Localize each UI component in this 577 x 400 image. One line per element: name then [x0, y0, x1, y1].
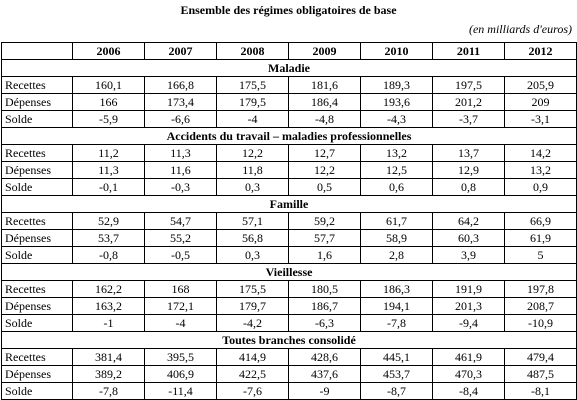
value-cell: 406,9 — [145, 366, 217, 383]
value-cell: 201,2 — [433, 94, 505, 111]
row-label: Recettes — [2, 349, 73, 366]
table-row — [2, 145, 577, 162]
year-header: 2009 — [289, 43, 361, 60]
row-label: Dépenses — [2, 94, 73, 111]
value-cell: 58,9 — [361, 230, 433, 247]
section-header-row — [2, 128, 577, 145]
table-row — [2, 94, 577, 111]
unit-note: (en milliards d'euros) — [468, 22, 572, 36]
value-cell: 59,2 — [289, 213, 361, 230]
value-cell: 197,8 — [505, 281, 577, 298]
table-row — [2, 349, 577, 366]
value-cell: 186,7 — [289, 298, 361, 315]
value-cell: 12,5 — [361, 162, 433, 179]
section-title: Toutes branches consolidé — [2, 332, 577, 349]
section-header-row — [2, 60, 577, 77]
row-label: Recettes — [2, 281, 73, 298]
value-cell: -3,7 — [433, 111, 505, 128]
row-label: Solde — [2, 179, 73, 196]
section-title: Maladie — [2, 60, 577, 77]
value-cell: -0,3 — [145, 179, 217, 196]
value-cell: 179,5 — [217, 94, 289, 111]
value-cell: -4 — [217, 111, 289, 128]
value-cell: 180,5 — [289, 281, 361, 298]
value-cell: 12,7 — [289, 145, 361, 162]
value-cell: 162,2 — [73, 281, 145, 298]
value-cell: -1 — [73, 315, 145, 332]
value-cell: 2,8 — [361, 247, 433, 264]
row-label: Dépenses — [2, 298, 73, 315]
value-cell: 5 — [505, 247, 577, 264]
year-header: 2010 — [361, 43, 433, 60]
value-cell: 160,1 — [73, 77, 145, 94]
section-header-row — [2, 264, 577, 281]
value-cell: -0,1 — [73, 179, 145, 196]
year-header: 2008 — [217, 43, 289, 60]
value-cell: 56,8 — [217, 230, 289, 247]
value-cell: 166 — [73, 94, 145, 111]
value-cell: 453,7 — [361, 366, 433, 383]
table-row — [2, 315, 577, 332]
value-cell: 60,3 — [433, 230, 505, 247]
page-title: Ensemble des régimes obligatoires de base — [180, 3, 397, 17]
value-cell: 445,1 — [361, 349, 433, 366]
value-cell: 52,9 — [73, 213, 145, 230]
table-row — [2, 366, 577, 383]
header-row — [2, 43, 577, 60]
value-cell: 3,9 — [433, 247, 505, 264]
row-label: Dépenses — [2, 162, 73, 179]
value-cell: 11,6 — [145, 162, 217, 179]
value-cell: 13,2 — [361, 145, 433, 162]
value-cell: 175,5 — [217, 281, 289, 298]
value-cell: 55,2 — [145, 230, 217, 247]
value-cell: 163,2 — [73, 298, 145, 315]
table-row — [2, 230, 577, 247]
row-label: Solde — [2, 315, 73, 332]
value-cell: 0,8 — [433, 179, 505, 196]
table-row — [2, 111, 577, 128]
table-row — [2, 281, 577, 298]
value-cell: -6,3 — [289, 315, 361, 332]
value-cell: 64,2 — [433, 213, 505, 230]
value-cell: -0,8 — [73, 247, 145, 264]
year-header: 2011 — [433, 43, 505, 60]
value-cell: 0,3 — [217, 247, 289, 264]
section-header-row — [2, 196, 577, 213]
value-cell: 194,1 — [361, 298, 433, 315]
value-cell: 487,5 — [505, 366, 577, 383]
value-cell: 11,3 — [73, 162, 145, 179]
value-cell: -3,1 — [505, 111, 577, 128]
value-cell: 12,2 — [217, 145, 289, 162]
value-cell: 470,3 — [433, 366, 505, 383]
value-cell: 389,2 — [73, 366, 145, 383]
row-label: Solde — [2, 383, 73, 400]
value-cell: -8,7 — [361, 383, 433, 400]
row-label: Dépenses — [2, 366, 73, 383]
value-cell: 0,3 — [217, 179, 289, 196]
value-cell: -4,8 — [289, 111, 361, 128]
value-cell: -4,3 — [361, 111, 433, 128]
value-cell: 193,6 — [361, 94, 433, 111]
value-cell: -4,2 — [217, 315, 289, 332]
value-cell: -8,4 — [433, 383, 505, 400]
value-cell: 57,7 — [289, 230, 361, 247]
table-row — [2, 213, 577, 230]
value-cell: 205,9 — [505, 77, 577, 94]
value-cell: -7,8 — [361, 315, 433, 332]
value-cell: 13,2 — [505, 162, 577, 179]
value-cell: 53,7 — [73, 230, 145, 247]
value-cell: 428,6 — [289, 349, 361, 366]
value-cell: 197,5 — [433, 77, 505, 94]
value-cell: 54,7 — [145, 213, 217, 230]
value-cell: 191,9 — [433, 281, 505, 298]
value-cell: 61,7 — [361, 213, 433, 230]
section-title: Famille — [2, 196, 577, 213]
value-cell: 13,7 — [433, 145, 505, 162]
row-label: Solde — [2, 111, 73, 128]
value-cell: 0,5 — [289, 179, 361, 196]
value-cell: 395,5 — [145, 349, 217, 366]
value-cell: 437,6 — [289, 366, 361, 383]
year-header: 2012 — [505, 43, 577, 60]
table-body — [2, 60, 577, 400]
value-cell: -4 — [145, 315, 217, 332]
value-cell: 0,9 — [505, 179, 577, 196]
value-cell: -11,4 — [145, 383, 217, 400]
value-cell: 209 — [505, 94, 577, 111]
value-cell: 479,4 — [505, 349, 577, 366]
row-label: Recettes — [2, 77, 73, 94]
table-row — [2, 298, 577, 315]
section-title: Accidents du travail – maladies professionnelles — [2, 128, 577, 145]
value-cell: 1,6 — [289, 247, 361, 264]
value-cell: 175,5 — [217, 77, 289, 94]
value-cell: 189,3 — [361, 77, 433, 94]
value-cell: 0,6 — [361, 179, 433, 196]
value-cell: -9 — [289, 383, 361, 400]
row-label: Recettes — [2, 145, 73, 162]
table-row — [2, 247, 577, 264]
value-cell: 11,3 — [145, 145, 217, 162]
value-cell: 166,8 — [145, 77, 217, 94]
value-cell: -0,5 — [145, 247, 217, 264]
table-row — [2, 179, 577, 196]
value-cell: 11,8 — [217, 162, 289, 179]
value-cell: 201,3 — [433, 298, 505, 315]
value-cell: 461,9 — [433, 349, 505, 366]
value-cell: 179,7 — [217, 298, 289, 315]
value-cell: 12,9 — [433, 162, 505, 179]
value-cell: 168 — [145, 281, 217, 298]
row-label: Recettes — [2, 213, 73, 230]
table-row — [2, 162, 577, 179]
value-cell: 181,6 — [289, 77, 361, 94]
value-cell: 186,3 — [361, 281, 433, 298]
value-cell: -6,6 — [145, 111, 217, 128]
value-cell: 208,7 — [505, 298, 577, 315]
table-row — [2, 77, 577, 94]
value-cell: 186,4 — [289, 94, 361, 111]
year-header: 2006 — [73, 43, 145, 60]
header-corner-cell — [2, 43, 73, 60]
value-cell: -10,9 — [505, 315, 577, 332]
row-label: Dépenses — [2, 230, 73, 247]
value-cell: 381,4 — [73, 349, 145, 366]
section-header-row — [2, 332, 577, 349]
value-cell: 57,1 — [217, 213, 289, 230]
value-cell: 61,9 — [505, 230, 577, 247]
value-cell: -7,6 — [217, 383, 289, 400]
value-cell: 172,1 — [145, 298, 217, 315]
table-row — [2, 383, 577, 400]
budget-table — [1, 42, 577, 400]
value-cell: -8,1 — [505, 383, 577, 400]
value-cell: 12,2 — [289, 162, 361, 179]
value-cell: -5,9 — [73, 111, 145, 128]
value-cell: 66,9 — [505, 213, 577, 230]
value-cell: 422,5 — [217, 366, 289, 383]
value-cell: 11,2 — [73, 145, 145, 162]
value-cell: 14,2 — [505, 145, 577, 162]
section-title: Vieillesse — [2, 264, 577, 281]
value-cell: 173,4 — [145, 94, 217, 111]
year-header: 2007 — [145, 43, 217, 60]
value-cell: -9,4 — [433, 315, 505, 332]
value-cell: -7,8 — [73, 383, 145, 400]
value-cell: 414,9 — [217, 349, 289, 366]
row-label: Solde — [2, 247, 73, 264]
